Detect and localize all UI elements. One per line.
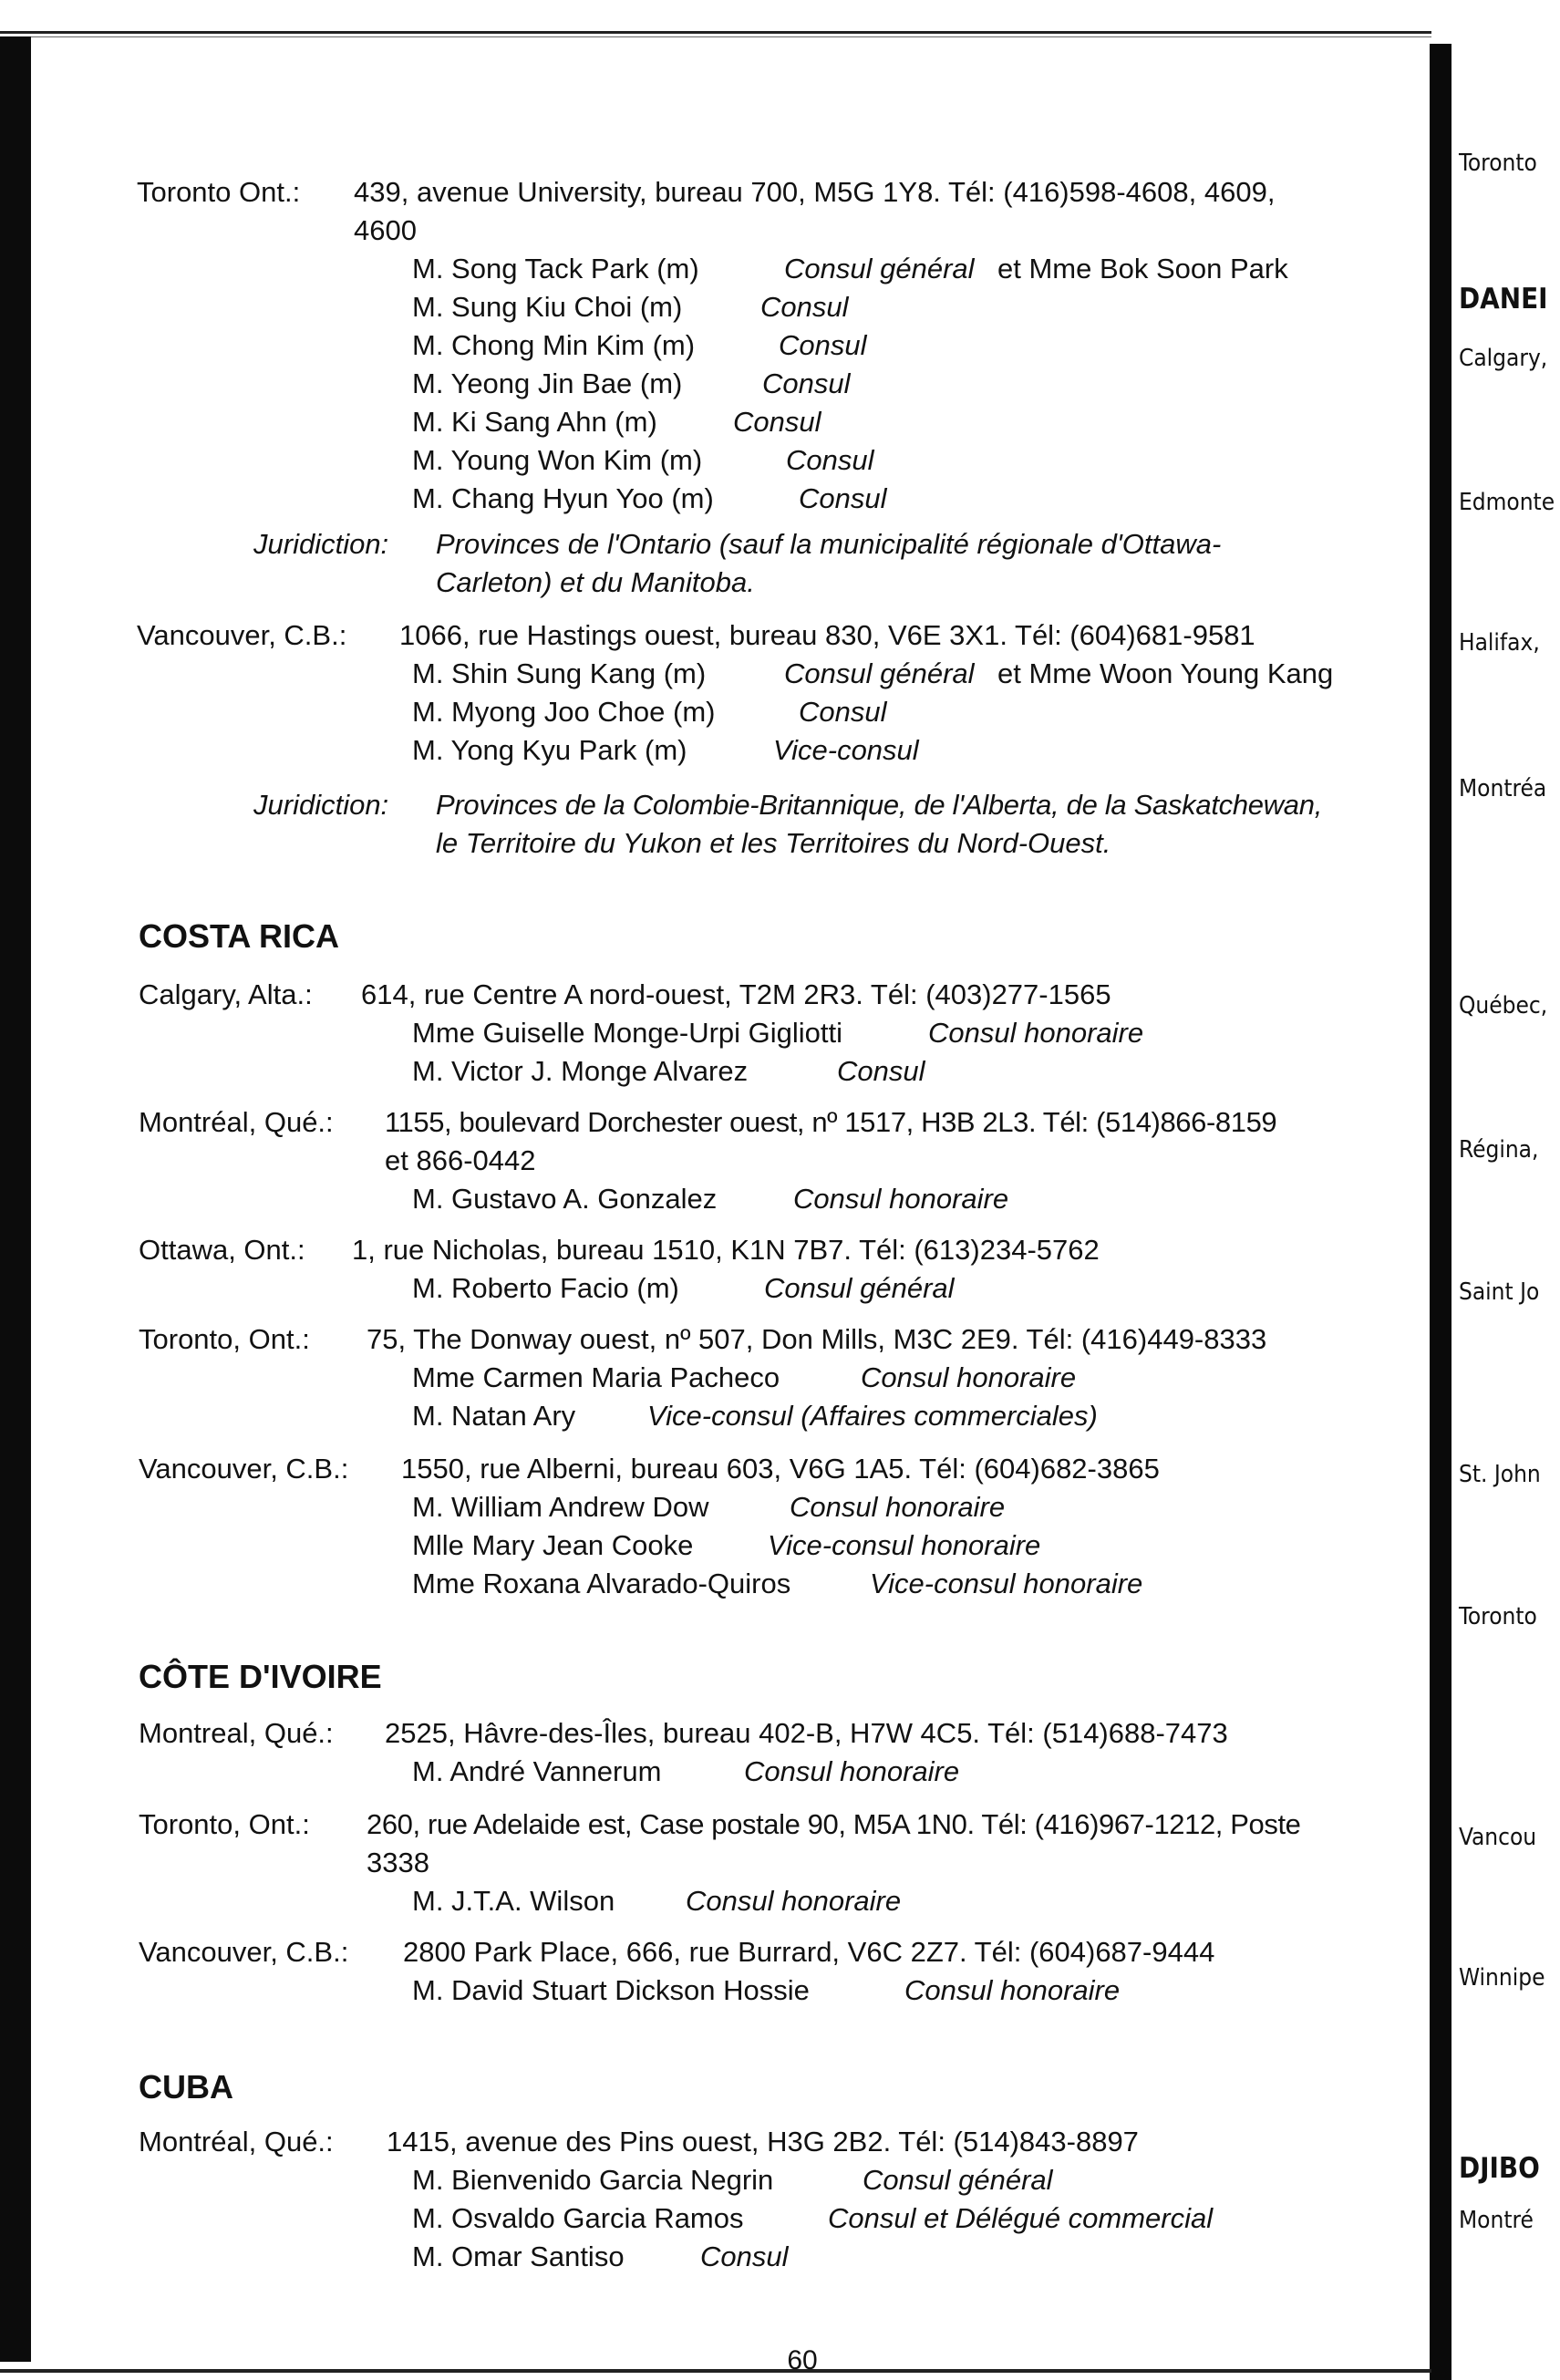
person-name: M. Myong Joo Choe (m) [412, 696, 716, 728]
person-name: M. André Vannerum [412, 1755, 662, 1787]
person-row [412, 1882, 902, 1920]
person-name: M. Victor J. Monge Alvarez [412, 1055, 749, 1087]
person-row [412, 693, 887, 731]
person-role: Consul honoraire [686, 1885, 902, 1917]
person-role: Consul général [764, 1272, 955, 1304]
jurisdiction-text-cont: le Territoire du Yukon et les Territoires du Nord-Ouest. [436, 827, 1111, 859]
person-row [412, 2161, 1053, 2199]
address-continued: 3338 [367, 1847, 429, 1878]
person-row [412, 1014, 1144, 1052]
country-heading-cuba: CUBA [139, 2068, 233, 2106]
person-row [412, 1180, 1009, 1218]
person-row [412, 403, 821, 441]
address: 1, rue Nicholas, bureau 1510, K1N 7B7. Tél: (613)234-5762 [352, 1234, 1100, 1266]
city-label: Montreal, Qué.: [139, 1717, 334, 1749]
person-role: Consul honoraire [928, 1017, 1144, 1049]
person-role: Consul [700, 2240, 789, 2272]
adjacent-text: Québec, [1459, 992, 1548, 1019]
person-name: Mme Roxana Alvarado-Quiros [412, 1568, 791, 1599]
jurisdiction-label: Juridiction: [253, 789, 389, 821]
person-name: M. William Andrew Dow [412, 1491, 709, 1523]
person-row [412, 655, 1334, 693]
city-label: Montréal, Qué.: [139, 1106, 334, 1138]
address: 439, avenue University, bureau 700, M5G 1Y8. Tél: (416)598-4608, 4609, [354, 176, 1276, 208]
person-role: Vice-consul (Affaires commerciales) [647, 1400, 1098, 1432]
person-row [412, 1753, 960, 1791]
person-role: Consul [779, 329, 867, 361]
person-role: Consul honoraire [861, 1361, 1077, 1393]
person-role: Consul [799, 482, 887, 514]
person-role: Consul [786, 444, 874, 476]
address: 2800 Park Place, 666, rue Burrard, V6C 2Z7. Tél: (604)687-9444 [403, 1936, 1215, 1968]
person-name: M. David Stuart Dickson Hossie [412, 1974, 810, 2006]
person-row [412, 1359, 1077, 1397]
person-role: Consul [762, 367, 851, 399]
address: 1155, boulevard Dorchester ouest, nº 1517, H3B 2L3. Tél: (514)866-8159 [385, 1106, 1277, 1138]
adjacent-heading: DJIBO [1459, 2152, 1540, 2185]
person-name: M. J.T.A. Wilson [412, 1885, 615, 1917]
adjacent-text: Calgary, [1459, 345, 1548, 372]
adjacent-text: Toronto [1459, 1603, 1537, 1630]
person-name: M. Osvaldo Garcia Ramos [412, 2202, 744, 2234]
person-name: Mme Carmen Maria Pacheco [412, 1361, 780, 1393]
city-label: Toronto Ont.: [137, 176, 301, 208]
jurisdiction-text-cont: Carleton) et du Manitoba. [436, 566, 755, 598]
adjacent-page-strip [1452, 0, 1560, 2380]
person-row [412, 1526, 1041, 1565]
person-name: M. Bienvenido Garcia Negrin [412, 2164, 774, 2196]
person-name: M. Omar Santiso [412, 2240, 625, 2272]
person-name: M. Yeong Jin Bae (m) [412, 367, 683, 399]
city-label: Toronto, Ont.: [139, 1323, 310, 1355]
country-heading-costa-rica: COSTA RICA [139, 917, 339, 955]
jurisdiction-label: Juridiction: [253, 528, 389, 560]
adjacent-text: Halifax, [1459, 629, 1540, 657]
adjacent-text: Régina, [1459, 1136, 1539, 1164]
person-role: Consul général [784, 253, 975, 285]
city-label: Calgary, Alta.: [139, 978, 313, 1010]
address: 1415, avenue des Pins ouest, H3G 2B2. Tél: (514)843-8897 [387, 2126, 1139, 2158]
person-row [412, 1052, 925, 1091]
adjacent-text: Toronto [1459, 150, 1537, 177]
person-role: Vice-consul honoraire [870, 1568, 1143, 1599]
address: 1550, rue Alberni, bureau 603, V6G 1A5. Tél: (604)682-3865 [401, 1453, 1160, 1485]
person-row [412, 1488, 1006, 1526]
person-row [412, 480, 887, 518]
person-name: M. Natan Ary [412, 1400, 576, 1432]
person-role: Consul [760, 291, 849, 323]
address: 2525, Hâvre-des-Îles, bureau 402-B, H7W 4C5. Tél: (514)688-7473 [385, 1717, 1228, 1749]
person-role: Consul honoraire [793, 1183, 1009, 1215]
person-row [412, 365, 851, 403]
person-row [412, 250, 1288, 288]
person-row [412, 1971, 1121, 2010]
person-role: Consul général [784, 657, 975, 689]
person-row [412, 1565, 1143, 1603]
person-name: M. Yong Kyu Park (m) [412, 734, 687, 766]
person-row [412, 1397, 1098, 1435]
person-row [412, 326, 867, 365]
adjacent-text: Winnipe [1459, 1964, 1545, 1992]
address: 1066, rue Hastings ouest, bureau 830, V6E 3X1. Tél: (604)681-9581 [399, 619, 1255, 651]
address: 260, rue Adelaide est, Case postale 90, M5A 1N0. Tél: (416)967-1212, Poste [367, 1808, 1301, 1840]
adjacent-text: Vancou [1459, 1824, 1537, 1851]
person-name: M. Gustavo A. Gonzalez [412, 1183, 718, 1215]
page-number: 60 [787, 2345, 818, 2375]
page-gutter-bar [1430, 44, 1452, 2380]
person-name: M. Chang Hyun Yoo (m) [412, 482, 714, 514]
person-name: M. Shin Sung Kang (m) [412, 657, 707, 689]
adjacent-text: Montréa [1459, 775, 1547, 802]
person-extra: et Mme Bok Soon Park [997, 253, 1288, 285]
jurisdiction-text: Provinces de la Colombie-Britannique, de l'Alberta, de la Saskatchewan, [436, 789, 1323, 821]
person-row [412, 731, 919, 770]
person-role: Consul honoraire [904, 1974, 1121, 2006]
person-role: Consul [837, 1055, 925, 1087]
person-name: M. Ki Sang Ahn (m) [412, 406, 657, 438]
city-label: Montréal, Qué.: [139, 2126, 334, 2158]
city-label: Toronto, Ont.: [139, 1808, 310, 1840]
person-role: Consul [799, 696, 887, 728]
person-role: Consul et Délégué commercial [828, 2202, 1214, 2234]
person-extra: et Mme Woon Young Kang [997, 657, 1334, 689]
adjacent-text: St. John [1459, 1461, 1541, 1488]
city-label: Ottawa, Ont.: [139, 1234, 305, 1266]
country-heading-cote-divoire: CÔTE D'IVOIRE [139, 1658, 382, 1695]
person-row [412, 2238, 789, 2276]
city-label: Vancouver, C.B.: [139, 1936, 349, 1968]
adjacent-text: Saint Jo [1459, 1278, 1540, 1306]
city-label: Vancouver, C.B.: [139, 1453, 349, 1485]
person-role: Consul honoraire [790, 1491, 1006, 1523]
person-name: M. Song Tack Park (m) [412, 253, 699, 285]
address-continued: et 866-0442 [385, 1144, 536, 1176]
person-name: M. Young Won Kim (m) [412, 444, 703, 476]
address: 75, The Donway ouest, nº 507, Don Mills, M3C 2E9. Tél: (416)449-8333 [367, 1323, 1267, 1355]
person-row [412, 2199, 1214, 2238]
person-row [412, 441, 874, 480]
person-row [412, 288, 849, 326]
person-role: Consul [733, 406, 821, 438]
adjacent-text: Edmonte [1459, 489, 1555, 516]
jurisdiction-text: Provinces de l'Ontario (sauf la municipalité régionale d'Ottawa- [436, 528, 1222, 560]
person-name: M. Chong Min Kim (m) [412, 329, 696, 361]
adjacent-text: Montré [1459, 2207, 1534, 2234]
person-name: M. Roberto Facio (m) [412, 1272, 679, 1304]
person-role: Consul honoraire [744, 1755, 960, 1787]
address: 614, rue Centre A nord-ouest, T2M 2R3. Tél: (403)277-1565 [361, 978, 1111, 1010]
person-role: Vice-consul honoraire [768, 1529, 1041, 1561]
adjacent-heading: DANEI [1459, 283, 1548, 316]
person-name: M. Sung Kiu Choi (m) [412, 291, 683, 323]
person-role: Consul général [863, 2164, 1053, 2196]
person-role: Vice-consul [773, 734, 919, 766]
person-name: Mlle Mary Jean Cooke [412, 1529, 694, 1561]
person-row [412, 1269, 955, 1308]
city-label: Vancouver, C.B.: [137, 619, 347, 651]
person-name: Mme Guiselle Monge-Urpi Gigliotti [412, 1017, 843, 1049]
address-continued: 4600 [354, 214, 417, 246]
